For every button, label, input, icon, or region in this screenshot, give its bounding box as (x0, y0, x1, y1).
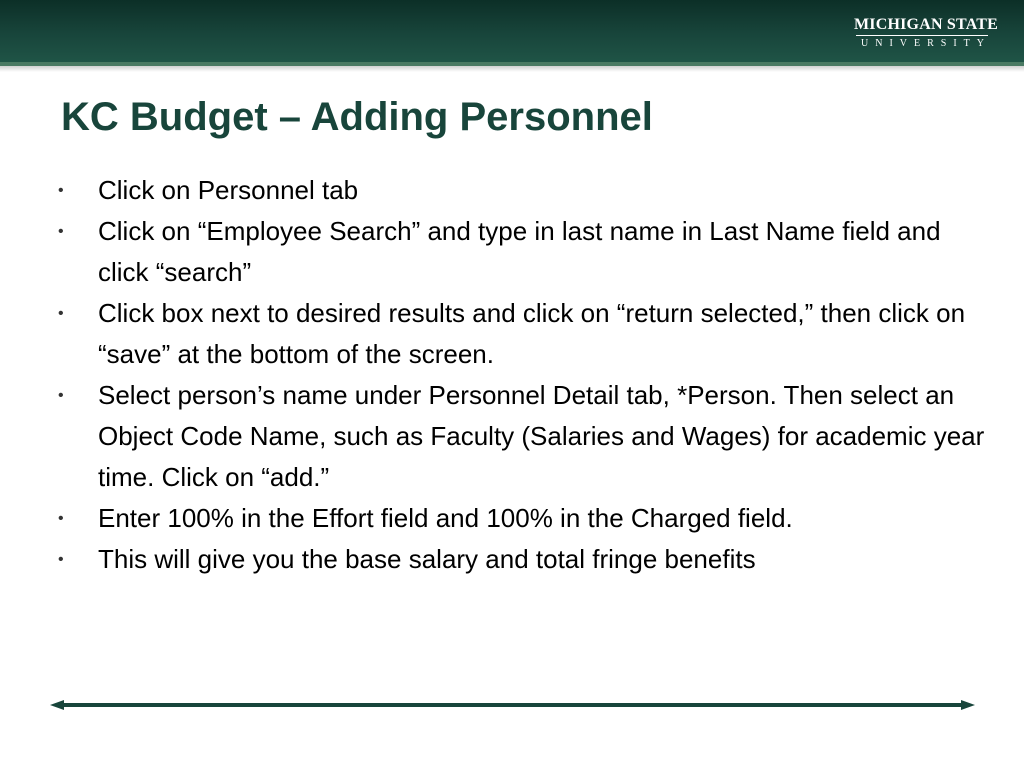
bullet-text: Click on “Employee Search” and type in last name in Last Name field and click “search” (98, 216, 941, 287)
bullet-text: This will give you the base salary and total fringe benefits (98, 544, 756, 574)
msu-logo (854, 16, 999, 49)
slide-title: KC Budget – Adding Personnel (61, 95, 653, 139)
bullet-text: Select person’s name under Personnel Detail tab, *Person. Then select an Object Code Name, such as Faculty (Salaries and Wages) for academic year time. Click on “add.” (98, 380, 985, 492)
bullet-icon: • (58, 223, 64, 240)
bullet-icon: • (58, 305, 64, 322)
logo-wordmark-top: MICHIGAN STATE (854, 16, 999, 33)
bullet-list (58, 170, 988, 580)
bullet-text: Click box next to desired results and click on “return selected,” then click on “save” at the bottom of the screen. (98, 298, 966, 369)
bullet-item (58, 375, 988, 498)
bullet-icon: • (58, 510, 64, 527)
bullet-item (58, 211, 988, 293)
bullet-text: Click on Personnel tab (98, 175, 359, 205)
bullet-item (58, 539, 988, 580)
bullet-item (58, 170, 988, 211)
logo-wordmark-bottom: UNIVERSITY (861, 38, 991, 49)
bullet-icon: • (58, 551, 64, 568)
bullet-icon: • (58, 387, 64, 404)
logo-rule (856, 35, 988, 36)
right-arrowhead-icon (961, 700, 975, 710)
bullet-item (58, 293, 988, 375)
left-arrowhead-icon (50, 700, 64, 710)
bullet-icon: • (58, 182, 64, 199)
header-shadow (0, 66, 1024, 72)
bullet-text: Enter 100% in the Effort field and 100% in the Charged field. (98, 503, 793, 533)
bullet-item (58, 498, 988, 539)
footer-double-arrow-rule (50, 697, 975, 713)
